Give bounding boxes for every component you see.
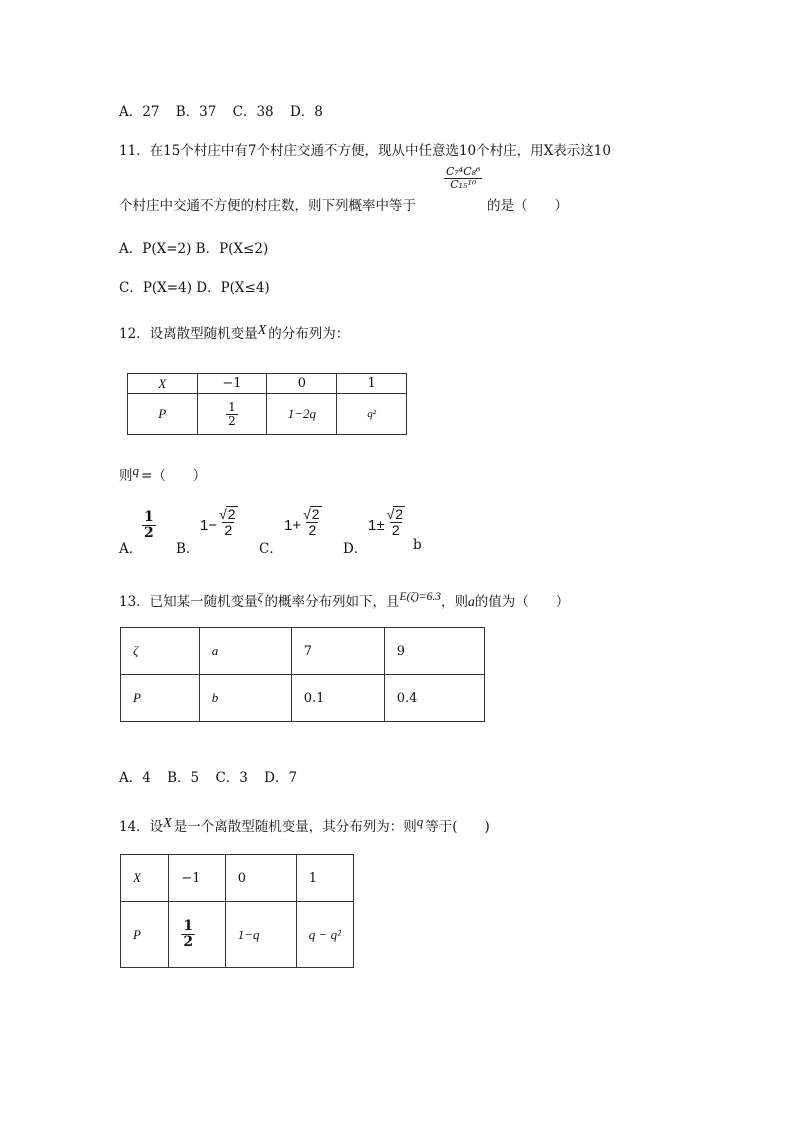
q11-stem-line1: 11．在15个村庄中有7个村庄交通不方便，现从中任意选10个村庄，用X表示这10 [119, 143, 611, 159]
q11-stem-line2-pre: 个村庄中交通不方便的村庄数，则下列概率中等于 [119, 198, 416, 214]
q12-stem-pre: 12．设离散型随机变量 [119, 326, 258, 342]
q12-opt-c-den: 2 [308, 521, 317, 538]
q13-option-b: B．5 [167, 770, 200, 786]
q14-stem-var2: q [416, 814, 424, 829]
q12-table-cell-q2: q² [337, 394, 407, 435]
q12-table-header-0: 0 [267, 374, 337, 394]
q13-option-a: A．4 [119, 770, 151, 786]
q13-option-c: C．3 [215, 770, 248, 786]
q12-table-header-x: X [128, 374, 198, 394]
q14-distribution-table [120, 854, 354, 968]
q10-options [119, 100, 335, 120]
q14-cell-r1c2: −1 [169, 855, 225, 902]
q13-cell-r1c3: 7 [291, 628, 384, 675]
q13-cell-r2c1: P [121, 675, 200, 722]
q13-cell-r2c4: 0.4 [384, 675, 484, 722]
q11-options-row1: A．P(X=2) B．P(X≤2) [119, 241, 269, 257]
q12-ask-pre: 则 [119, 468, 133, 484]
q13-stem-end: 的值为（ ） [474, 594, 570, 610]
q13-stem [119, 590, 581, 610]
q14-cell-r1c1: X [121, 855, 169, 902]
q11-options-row2: C．P(X=4) D．P(X≤4) [119, 280, 270, 296]
q12-option-d-label: D． [343, 541, 368, 557]
q12-table-header-neg1: −1 [197, 374, 267, 394]
q11-formula [444, 166, 482, 190]
q12-half-den: 2 [228, 413, 236, 428]
q12-option-a-label: A． [119, 541, 143, 557]
q13-cell-r1c4: 9 [384, 628, 484, 675]
q12-ask-post: =（ ） [141, 468, 207, 484]
q12-ask [119, 464, 218, 484]
q13-stem-var2: a [468, 594, 475, 609]
q12-table-cell-1-2q: 1−2q [267, 394, 337, 435]
q11-formula-den: C₁₅¹⁰ [450, 177, 477, 191]
q12-half-num: 1 [228, 399, 236, 414]
q10-option-b: B．37 [175, 104, 217, 120]
q12-table-header-1: 1 [337, 374, 407, 394]
q14-stem-post: 等于( ) [425, 819, 490, 835]
q14-stem-pre: 14．设 [119, 819, 164, 835]
q11-stem-line2 [119, 194, 416, 214]
q12-option-c-value [284, 506, 324, 537]
q12-stem-var: X [257, 323, 267, 338]
q12-option-a-value [142, 510, 156, 540]
q11-stem-line2-post: 的是（ ） [487, 198, 568, 214]
q12-opt-d-den: 2 [391, 521, 400, 538]
q13-stem-var: ζ [257, 590, 263, 604]
q13-stem-post: ，则 [441, 594, 469, 610]
q10-option-d: D．8 [289, 104, 323, 120]
q14-stem-var: X [163, 816, 172, 831]
q12-stem [119, 322, 361, 343]
q12-table-row-label: P [128, 394, 198, 435]
q12-opt-c-prefix: 1+ [284, 516, 302, 534]
q13-stem-pre: 13．已知某一随机变量 [119, 594, 258, 610]
q12-trailing-char: b [413, 537, 422, 553]
q13-option-d: D．7 [264, 770, 298, 786]
q14-half-den: 2 [183, 934, 194, 950]
q12-opt-a-num: 1 [144, 509, 154, 525]
q12-opt-b-num: √2 [219, 506, 236, 522]
q12-opt-b-sqrt: 2 [227, 506, 236, 522]
q11-formula-num: C₇⁴C₈⁶ [446, 165, 481, 178]
q14-cell-r2c4: q − q² [296, 902, 353, 968]
q12-opt-d-prefix: 1± [368, 516, 385, 534]
q12-opt-a-den: 2 [144, 524, 154, 541]
q12-opt-b-prefix: 1− [200, 516, 218, 534]
q12-opt-c-sqrt: 2 [311, 506, 320, 522]
q13-distribution-table [120, 627, 485, 722]
q12-option-d-value [368, 506, 407, 537]
q12-table-cell-half [197, 394, 267, 435]
q13-cell-r2c2: b [199, 675, 291, 722]
q14-cell-r2c1: P [121, 902, 169, 968]
q13-stem-mid: 的概率分布列如下，且 [264, 594, 400, 610]
q14-stem-mid: 是一个离散型随机变量，其分布列为：则 [173, 819, 417, 835]
q14-cell-r1c4: 1 [296, 855, 353, 902]
q12-ask-var: q [132, 463, 139, 478]
q13-options [119, 766, 309, 786]
q13-cell-r1c1: ζ [121, 628, 200, 675]
q13-stem-expect: E(ζ)=6.3 [399, 591, 442, 603]
q13-cell-r2c3: 0.1 [291, 675, 384, 722]
q12-stem-post: 的分布列为： [268, 326, 350, 342]
q10-option-c: C．38 [232, 104, 274, 120]
q10-option-a: A．27 [119, 104, 160, 120]
q14-cell-r2c2 [169, 902, 225, 968]
q14-cell-r2c3: 1−q [225, 902, 296, 968]
q14-stem [119, 815, 502, 836]
q12-distribution-table [127, 373, 407, 435]
q12-opt-c-num: √2 [303, 506, 320, 522]
q12-opt-b-den: 2 [224, 521, 233, 538]
q13-cell-r1c2: a [199, 628, 291, 675]
q12-option-b-label: B． [176, 541, 200, 557]
q12-opt-d-num: √2 [386, 506, 404, 522]
q12-opt-d-sqrt: 2 [395, 506, 404, 522]
q14-cell-r1c3: 0 [225, 855, 296, 902]
q12-option-b-value [200, 506, 240, 537]
q14-half-num: 1 [183, 918, 194, 935]
q12-option-c-label: C． [259, 541, 283, 557]
